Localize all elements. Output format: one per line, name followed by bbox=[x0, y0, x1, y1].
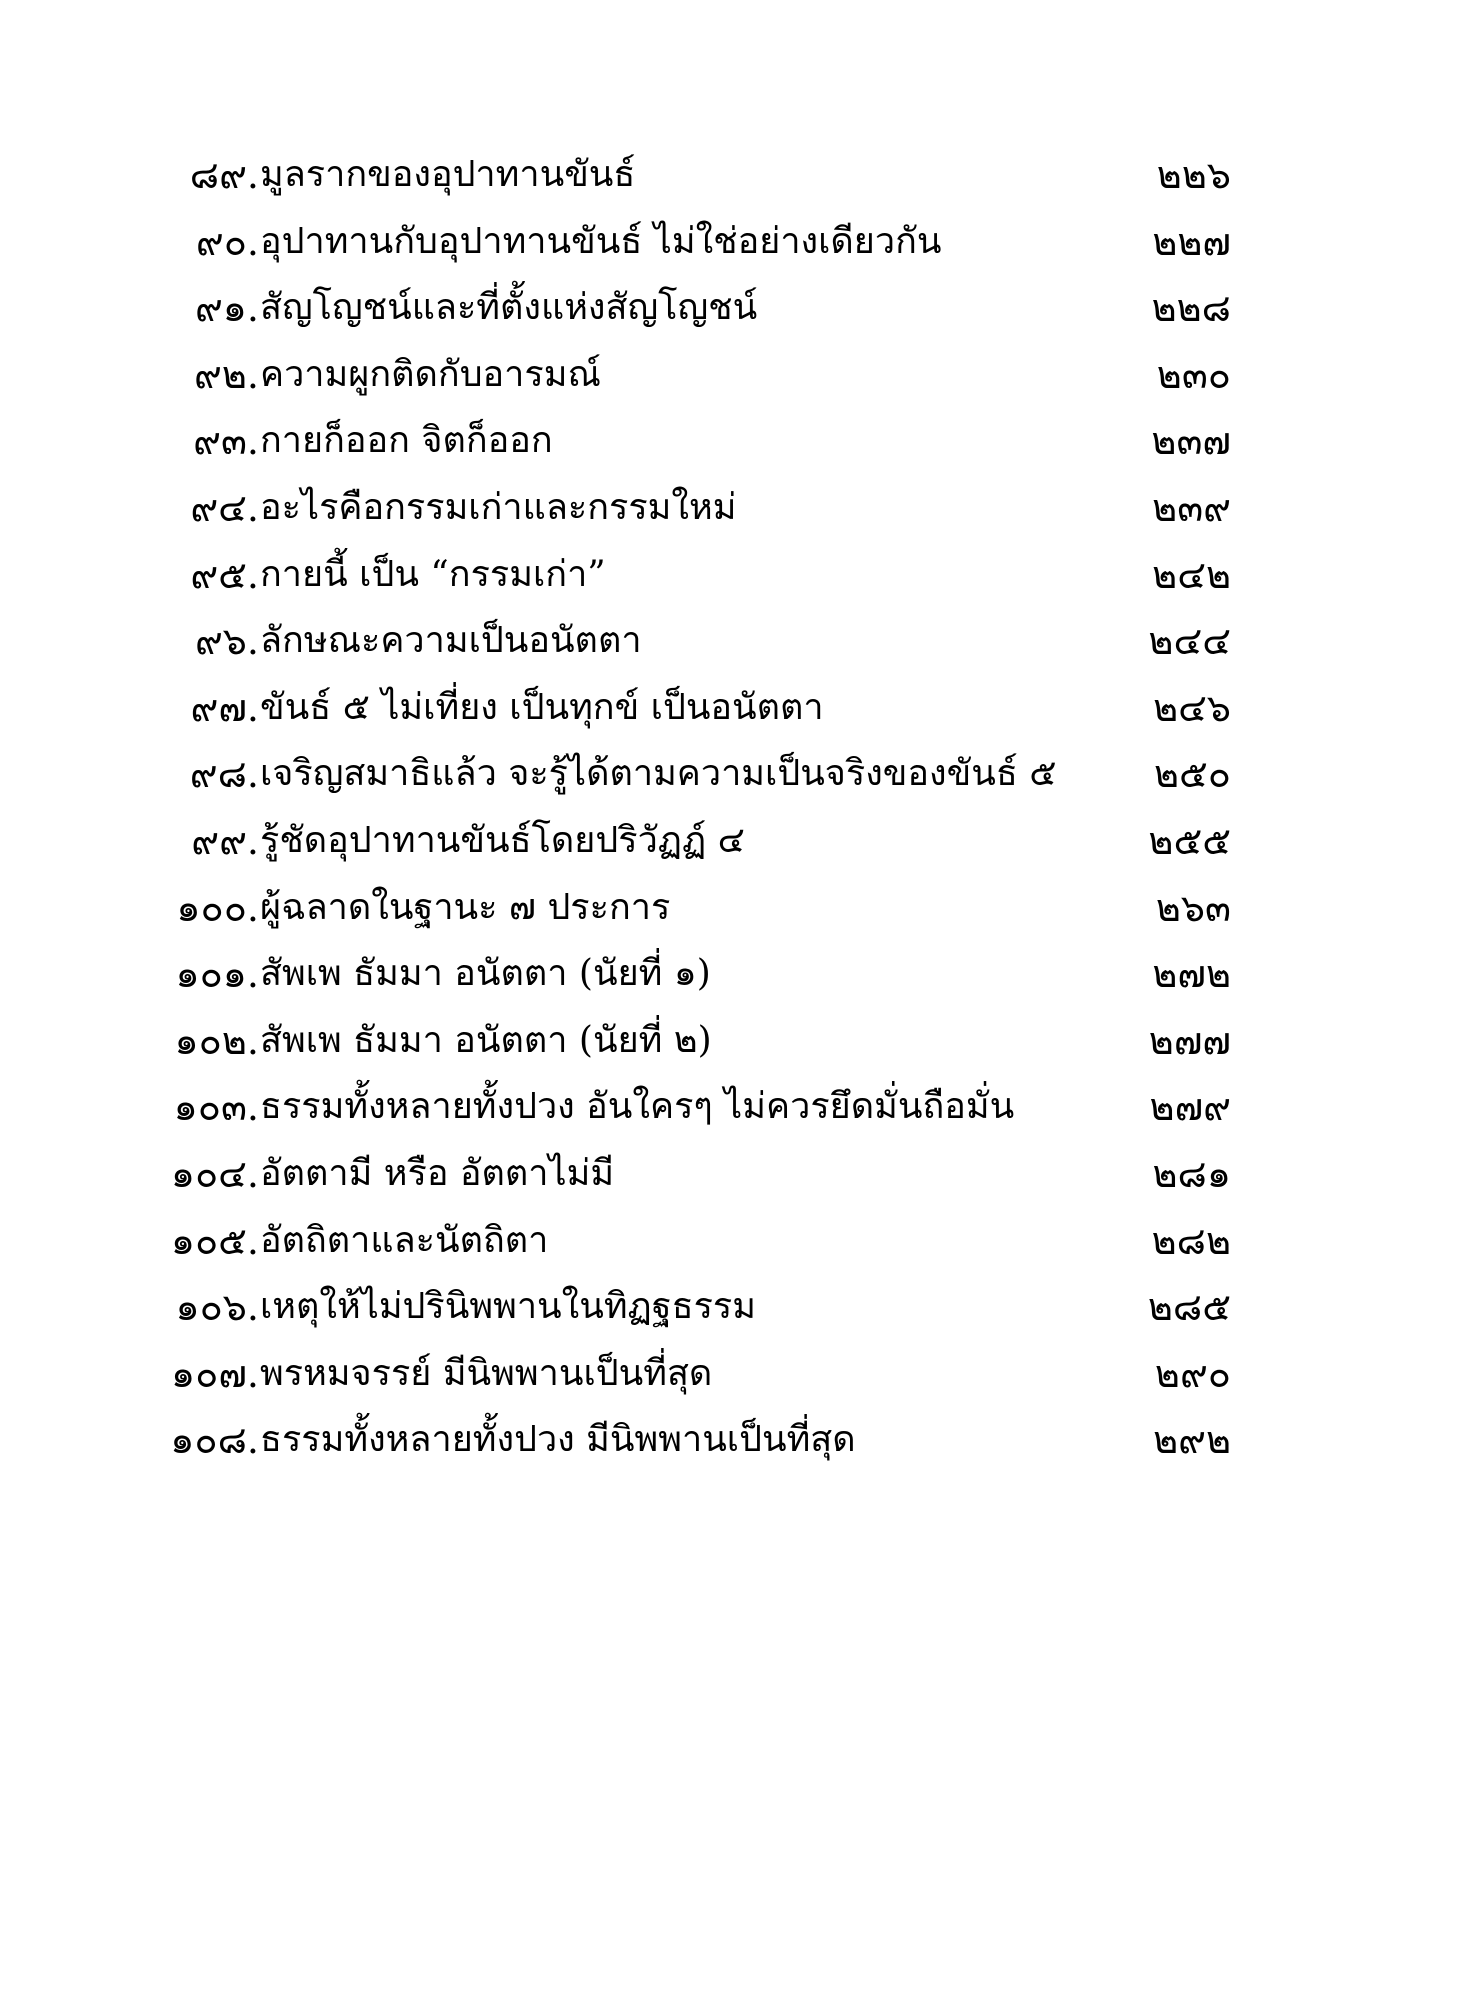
entry-number: ๑๐๘. bbox=[170, 1418, 259, 1463]
entry-number: ๙๘. bbox=[189, 752, 259, 797]
entry-number: ๙๖. bbox=[194, 619, 259, 664]
entry-page-number: ๒๒๖ bbox=[1156, 153, 1231, 197]
toc-entry bbox=[0, 275, 1476, 342]
entry-number: ๙๙. bbox=[191, 818, 259, 863]
entry-title: ธรรมทั้งหลายทั้งปวง อันใครๆ ไม่ควรยึดมั่นถือมั่น bbox=[260, 1086, 1015, 1128]
entry-title: พรหมจรรย์ มีนิพพานเป็นที่สุด bbox=[260, 1352, 713, 1394]
toc-entry bbox=[0, 342, 1476, 409]
entry-title: รู้ชัดอุปาทานขันธ์โดยปริวัฏฏ์ ๔ bbox=[260, 819, 745, 861]
entry-title: ขันธ์ ๕ ไม่เที่ยง เป็นทุกข์ เป็นอนัตตา bbox=[260, 686, 824, 728]
entry-page-number: ๒๗๙ bbox=[1149, 1085, 1231, 1130]
entry-page-number: ๒๕๐ bbox=[1153, 752, 1231, 797]
toc-entry bbox=[0, 1008, 1476, 1075]
entry-page-number: ๒๗๒ bbox=[1152, 952, 1231, 997]
entry-page-number: ๒๗๗ bbox=[1148, 1018, 1231, 1063]
entry-title: อัตตามี หรือ อัตตาไม่มี bbox=[260, 1152, 615, 1194]
toc-entry bbox=[0, 1274, 1476, 1341]
entry-title: เหตุให้ไม่ปรินิพพานในทิฏฐธรรม bbox=[260, 1286, 756, 1328]
entry-number: ๙๑. bbox=[194, 286, 259, 331]
entry-title: กายนี้ เป็น “กรรมเก่า” bbox=[260, 553, 606, 595]
toc-entry bbox=[0, 542, 1476, 609]
entry-page-number: ๒๓๐ bbox=[1156, 352, 1231, 397]
toc-entry bbox=[0, 941, 1476, 1008]
entry-title: เจริญสมาธิแล้ว จะรู้ได้ตามความเป็นจริงของขันธ์ ๕ bbox=[260, 753, 1057, 795]
toc-entry bbox=[0, 1341, 1476, 1408]
entry-number: ๑๐๔. bbox=[170, 1151, 259, 1196]
entry-number: ๑๐๐. bbox=[176, 885, 259, 930]
entry-number: ๑๐๗. bbox=[171, 1351, 259, 1396]
entry-number: ๑๐๑. bbox=[175, 952, 259, 997]
entry-page-number: ๒๓๗ bbox=[1151, 419, 1231, 464]
toc-entry bbox=[0, 808, 1476, 875]
entry-number: ๙๐. bbox=[195, 219, 259, 264]
entry-number: ๑๐๒. bbox=[174, 1018, 259, 1063]
entry-title: กายก็ออก จิตก็ออก bbox=[260, 420, 553, 462]
entry-number: ๑๐๕. bbox=[170, 1218, 259, 1263]
entry-page-number: ๒๙๒ bbox=[1153, 1418, 1231, 1463]
entry-title: ลักษณะความเป็นอนัตตา bbox=[260, 620, 642, 662]
entry-number: ๑๐๖. bbox=[175, 1285, 259, 1330]
toc-entry bbox=[0, 209, 1476, 276]
entry-title: อุปาทานกับอุปาทานขันธ์ ไม่ใช่อย่างเดียวกัน bbox=[260, 220, 942, 262]
entry-number: ๘๙. bbox=[189, 153, 259, 197]
entry-page-number: ๒๔๖ bbox=[1153, 685, 1231, 730]
entry-page-number: ๒๒๘ bbox=[1151, 286, 1231, 331]
toc-entry bbox=[0, 475, 1476, 542]
entry-number: ๙๕. bbox=[190, 552, 259, 597]
toc-entry bbox=[0, 1074, 1476, 1141]
toc-entry bbox=[0, 408, 1476, 475]
entry-page-number: ๒๕๕ bbox=[1148, 818, 1231, 863]
entry-title: ความผูกติดกับอารมณ์ bbox=[260, 353, 601, 395]
entry-number: ๙๓. bbox=[193, 419, 259, 464]
entry-page-number: ๒๓๙ bbox=[1152, 485, 1231, 530]
entry-title: ธรรมทั้งหลายทั้งปวง มีนิพพานเป็นที่สุด bbox=[260, 1419, 856, 1461]
entry-title: อะไรคือกรรมเก่าและกรรมใหม่ bbox=[260, 486, 737, 528]
toc-entry bbox=[0, 875, 1476, 942]
toc-entry bbox=[0, 608, 1476, 675]
entry-number: ๑๐๓. bbox=[173, 1085, 259, 1130]
entry-page-number: ๒๙๐ bbox=[1154, 1351, 1231, 1396]
toc-entry bbox=[0, 675, 1476, 742]
toc-entry bbox=[0, 1141, 1476, 1208]
entry-number: ๙๔. bbox=[190, 485, 259, 530]
toc-entry bbox=[0, 741, 1476, 808]
entry-page-number: ๒๘๑ bbox=[1152, 1151, 1231, 1196]
entry-title: สัพเพ ธัมมา อนัตตา (นัยที่ ๒) bbox=[260, 1019, 712, 1061]
entry-page-number: ๒๔๒ bbox=[1152, 552, 1231, 597]
entry-page-number: ๒๒๗ bbox=[1152, 219, 1231, 264]
toc-entry bbox=[0, 1407, 1476, 1474]
toc-entry bbox=[0, 142, 1476, 209]
table-of-contents bbox=[0, 142, 1476, 1474]
entry-page-number: ๒๔๔ bbox=[1148, 619, 1231, 664]
entry-page-number: ๒๘๕ bbox=[1147, 1285, 1231, 1330]
entry-title: สัญโญชน์และที่ตั้งแห่งสัญโญชน์ bbox=[260, 287, 758, 329]
toc-entry bbox=[0, 1208, 1476, 1275]
entry-title: มูลรากของอุปาทานขันธ์ bbox=[260, 154, 636, 195]
entry-title: ผู้ฉลาดในฐานะ ๗ ประการ bbox=[260, 886, 671, 928]
entry-page-number: ๒๘๒ bbox=[1151, 1218, 1231, 1263]
entry-number: ๙๒. bbox=[194, 352, 259, 397]
entry-page-number: ๒๖๓ bbox=[1155, 885, 1231, 930]
entry-title: อัตถิตาและนัตถิตา bbox=[260, 1219, 549, 1261]
entry-title: สัพเพ ธัมมา อนัตตา (นัยที่ ๑) bbox=[260, 953, 711, 995]
entry-number: ๙๗. bbox=[190, 685, 259, 730]
